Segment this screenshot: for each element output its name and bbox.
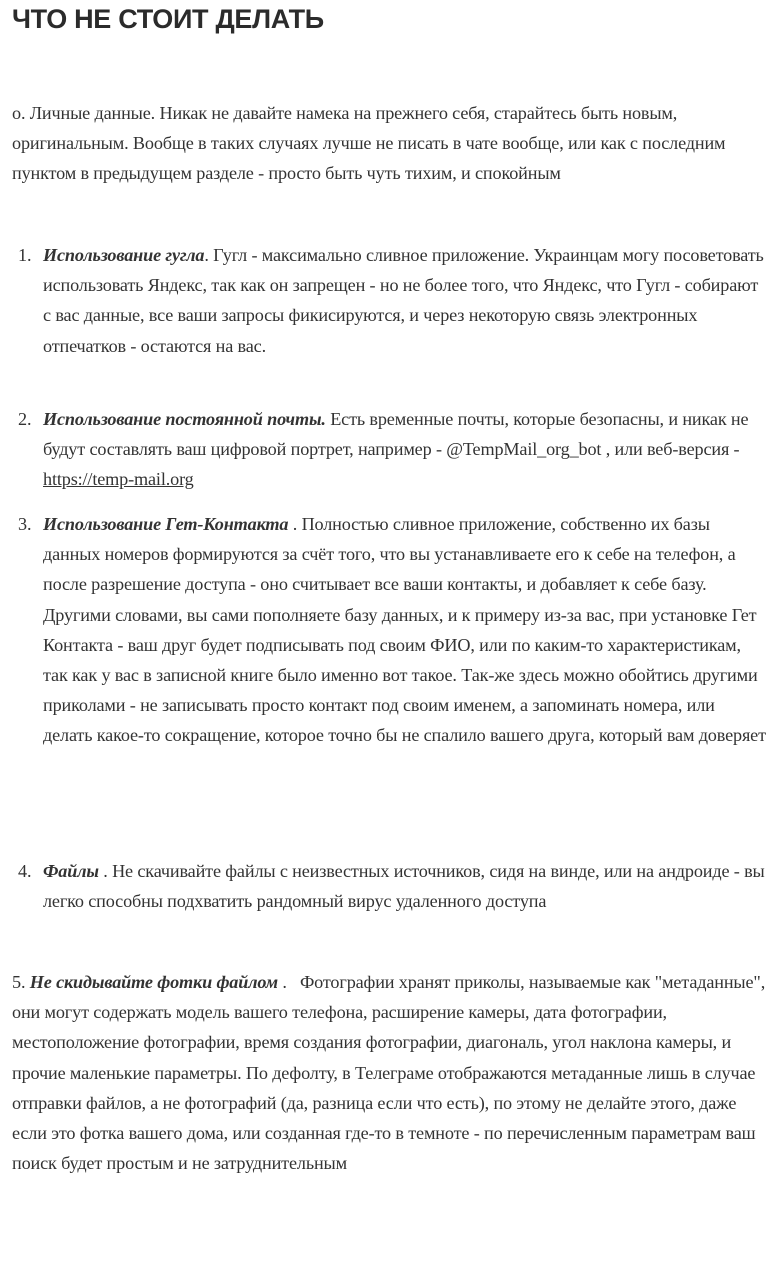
item-number: 1. — [18, 245, 32, 265]
item-number: 3. — [18, 514, 32, 534]
item-text: . Полностью сливное приложение, собственно их базы данных номеров формируются за счёт того, что вы устанавливаете его к себе на телефон, а после разрешение доступа - оно считывает все ваши контакты, и добавляет к себе базу. Другими словами, вы сами пополняете базу данных, и к примеру из-за вас, при установке Гет Контакта - ваш друг будет подписывать под своим ФИО, или по каким-то характеристикам, так как у вас в записной книге было именно вот такое. Так-же здесь можно обойтись другими приколами - не записывать просто контакт под своим именем, а запоминать номера, или делать какое-то сокращение, которое точно бы не спалило вашего друга, который вам доверяет — [43, 514, 766, 746]
item-text: Есть временные почты, которые безопасны, и никак не будут составлять ваш цифровой портрет, например - @TempMail_org_bot , или веб-версия - — [43, 409, 749, 460]
temp-mail-link[interactable]: https://temp-mail.org — [43, 469, 194, 490]
list-item-3 — [12, 509, 767, 751]
list-item-2 — [12, 404, 767, 495]
item-number: 2. — [18, 409, 32, 429]
item-number: 4. — [18, 861, 32, 881]
list-item-4 — [12, 856, 767, 916]
item-text: . Фотографии хранят приколы, называемые как "метаданные", они могут содержать модель вашего телефона, расширение камеры, дата фотографии, местоположение фотографии, время создания фотографии, диагональ, угол наклона камеры, и прочие маленькие параметры. По дефолту, в Телеграме отображаются метаданные лишь в случае отправки файлов, а не фотографий (да, разница если что есть), по этому не делайте этого, даже если это фотка вашего дома, или созданная где-то в темноте - по перечисленным параметрам ваш поиск будет простым и не затруднительным — [12, 972, 770, 1174]
item-text: . Гугл - максимально сливное приложение. Украинцам могу посоветовать использовать Яндекс, так как он запрещен - но не более того, что Яндекс, что Гугл - собирают с вас данные, все ваши запросы фикисируются, и через некоторую связь электронных отпечатков - остаются на вас. — [43, 245, 764, 356]
item-heading: Использование постоянной почты. — [43, 409, 326, 429]
item-text: . Не скачивайте файлы с неизвестных источников, сидя на винде, или на андроиде - вы легко способны подхватить рандомный вирус удаленного доступа — [43, 861, 765, 912]
item-heading: Не скидывайте фотки файлом — [29, 972, 278, 992]
item-heading: Использование Гет-Контакта — [43, 514, 289, 534]
page-title: ЧТО НЕ СТОИТ ДЕЛАТЬ — [12, 4, 324, 34]
item-5-paragraph — [12, 967, 770, 1178]
intro-paragraph: о. Личные данные. Никак не давайте намека на прежнего себя, старайтесь быть новым, оригинальным. Вообще в таких случаях лучше не писать в чате вообще, или как с последним пунктом в предыдущем разделе - просто быть чуть тихим, и спокойным — [12, 103, 726, 184]
item-number: 5. — [12, 972, 26, 992]
list-item-1 — [12, 240, 767, 361]
item-heading: Файлы — [43, 861, 99, 881]
item-heading: Использование гугла — [43, 245, 205, 265]
